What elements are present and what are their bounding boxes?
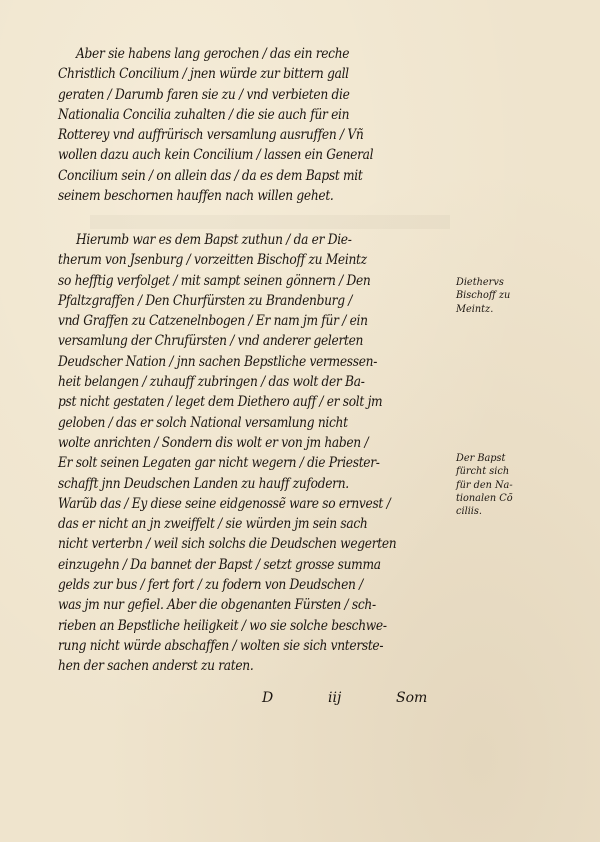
text-line: was jm nur gefiel. Aber die obgenanten Fürsten / sch- xyxy=(58,597,376,614)
text-line: vnd Graffen zu Catzenelnbogen / Er nam jm für / ein xyxy=(58,313,368,330)
text-line: Pfaltzgraffen / Den Churfürsten zu Brandenburg / xyxy=(58,292,353,309)
show-through-shadow xyxy=(90,215,450,229)
margin-note-line: Meintz. xyxy=(456,302,494,315)
text-line: hen der sachen anderst zu raten. xyxy=(58,658,254,675)
text-line: schafft jnn Deudschen Landen zu hauff zufodern. xyxy=(58,475,349,492)
text-line: rieben an Bepstliche heiligkeit / wo sie solche beschwe- xyxy=(58,617,387,634)
text-line: Warũb das / Ey diese seine eidgenossẽ ware so ernvest / xyxy=(58,495,391,512)
signature-mark: D xyxy=(262,690,274,706)
text-line: heit belangen / zuhauff zubringen / das wolt der Ba- xyxy=(58,374,365,391)
text-line: Deudscher Nation / jnn sachen Bepstliche vermessen- xyxy=(58,353,378,370)
text-line: rung nicht würde abschaffen / wolten sie sich vnterste- xyxy=(58,637,384,654)
paragraph-2 xyxy=(58,230,458,677)
text-line: seinem beschornen hauffen nach willen gehet. xyxy=(58,188,334,205)
text-line: wollen dazu auch kein Concilium / lassen ein General xyxy=(58,147,374,164)
text-line: das er nicht an jn zweiffelt / sie würden jm sein sach xyxy=(58,516,368,533)
margin-note-line: Der Bapst xyxy=(456,452,506,464)
text-line: Concilium sein / on allein das / da es dem Bapst mit xyxy=(58,167,363,184)
margin-note-line: fürcht sich xyxy=(456,465,510,478)
text-line: nicht verterbn / weil sich solchs die Deudschen wegerten xyxy=(58,536,397,553)
text-line: einzugehn / Da bannet der Bapst / setzt grosse summa xyxy=(58,556,381,573)
margin-note-line: ciliis. xyxy=(456,505,483,518)
text-line: wolte anrichten / Sondern dis wolt er von jm haben / xyxy=(58,434,369,451)
margin-note-line: tionalen Cõ xyxy=(456,491,513,504)
margin-note-line: Diethervs xyxy=(456,276,504,288)
text-line: geraten / Darumb faren sie zu / vnd verbieten die xyxy=(58,86,350,103)
text-line: geloben / das er solch National versamlung nicht xyxy=(58,414,348,431)
text-line: Christlich Concilium / jnen würde zur bittern gall xyxy=(58,66,349,83)
margin-note-pope xyxy=(456,452,583,518)
text-line: Rotterey vnd auffrürisch versamlung ausruffen / Vñ xyxy=(58,127,364,144)
text-line: Hierumb war es dem Bapst zuthun / da er Die- xyxy=(76,232,352,248)
text-line: so hefftig verfolget / mit sampt seinen gönnern / Den xyxy=(58,272,371,289)
paragraph-1 xyxy=(58,44,458,206)
text-line: versamlung der Chrufürsten / vnd anderer gelerten xyxy=(58,333,364,350)
margin-note-diether xyxy=(456,276,583,316)
text-line: pst nicht gestaten / leget dem Diethero auff / er solt jm xyxy=(58,394,383,411)
folio-number: iij xyxy=(328,690,342,706)
catchword: Som xyxy=(396,690,428,706)
text-line: therum von Jsenburg / vorzeitten Bischoff zu Meintz xyxy=(58,252,367,269)
text-line: Nationalia Concilia zuhalten / die sie auch für ein xyxy=(58,106,350,123)
margin-note-line: für den Na- xyxy=(456,478,513,491)
page-footer xyxy=(0,690,600,712)
margin-note-line: Bischoff zu xyxy=(456,289,511,302)
text-line: Aber sie habens lang gerochen / das ein reche xyxy=(76,46,350,62)
text-line: Er solt seinen Legaten gar nicht wegern / die Priester- xyxy=(58,455,380,472)
text-line: gelds zur bus / fert fort / zu fodern von Deudschen / xyxy=(58,577,363,594)
